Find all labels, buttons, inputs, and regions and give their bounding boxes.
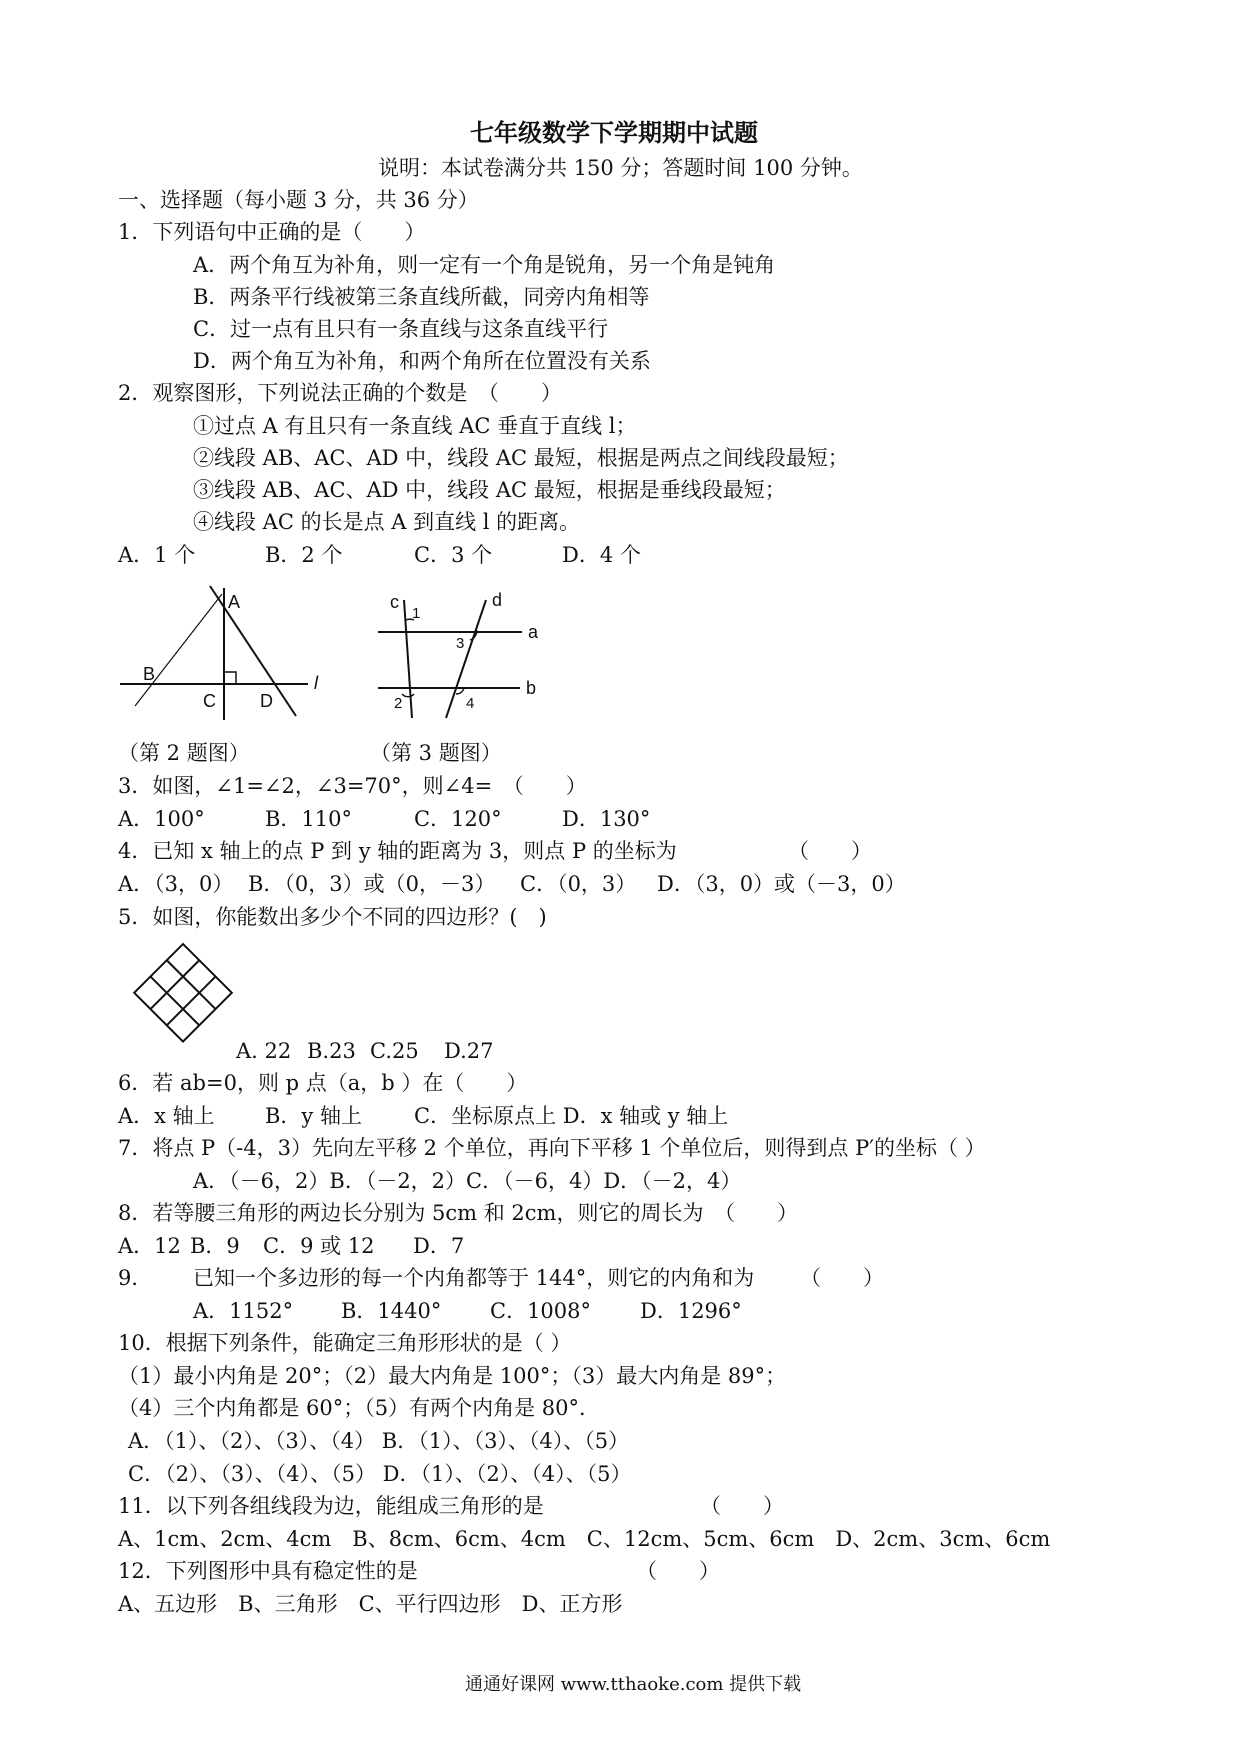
q4-option-a: A．（3，0） (118, 872, 234, 896)
q9-option-b: B．1440° (341, 1299, 442, 1323)
q2-statement-3: ③线段 AB、AC、AD 中，线段 AC 最短，根据是垂线段最短； (193, 478, 786, 502)
q12-options: A、五边形 B、三角形 C、平行四边形 D、正方形 (118, 1592, 623, 1616)
q12-stem: 12．下列图形中具有稳定性的是 (118, 1559, 418, 1583)
q4-option-c: C．（0，3） (520, 872, 637, 896)
q6-stem: 6．若 ab=0，则 p 点（a，b ）在（ ） (118, 1071, 528, 1095)
q2-option-a: A．1 个 (118, 543, 196, 567)
label-1: 1 (412, 605, 421, 622)
line-c (404, 600, 412, 718)
q2-option-d: D．4 个 (562, 543, 641, 567)
q5-option-c: C.25 (370, 1039, 419, 1063)
q1-option-d: D．两个角互为补角，和两个角所在位置没有关系 (193, 349, 651, 373)
label-b: b (526, 678, 537, 698)
q8-option-a: A．12 (118, 1234, 181, 1258)
label-d: d (492, 590, 503, 610)
q1-option-b: B．两条平行线被第三条直线所截，同旁内角相等 (193, 285, 650, 309)
figure-q2 (110, 578, 330, 738)
q2-option-c: C．3 个 (414, 543, 493, 567)
q4-stem: 4．已知 x 轴上的点 P 到 y 轴的距离为 3，则点 P 的坐标为 (118, 839, 677, 863)
q1-option-c: C．过一点有且只有一条直线与这条直线平行 (193, 317, 609, 341)
q1-option-a: A．两个角互为补角，则一定有一个角是锐角，另一个角是钝角 (193, 253, 776, 277)
grid-outline (134, 944, 232, 1042)
footer-source: 通通好课网 www.tthaoke.com 提供下载 (465, 1674, 802, 1695)
q6-option-cd: C．坐标原点上 D．x 轴或 y 轴上 (414, 1104, 729, 1128)
q2-statement-4: ④线段 AC 的长是点 A 到直线 l 的距离。 (193, 510, 581, 534)
segment-ab (135, 594, 222, 706)
q1-stem: 1．下列语句中正确的是（ ） (118, 220, 426, 244)
angle-2-arc (402, 694, 414, 697)
q2-option-b: B．2 个 (265, 543, 343, 567)
segment-ad (210, 586, 296, 716)
q11-paren: （ ） (700, 1494, 784, 1518)
q10-options-2: C．（2）、（3）、（4）、（5） D．（1）、（2）、（4）、（5） (128, 1462, 632, 1486)
exam-note: 说明：本试卷满分共 150 分；答题时间 100 分钟。 (378, 156, 863, 180)
figure-q3-caption: （第 3 题图） (370, 741, 502, 765)
figure-q5 (128, 938, 238, 1048)
q11-stem: 11．以下列各组线段为边，能组成三角形的是 (118, 1494, 544, 1518)
q9-option-c: C．1008° (490, 1299, 592, 1323)
q12-paren: （ ） (636, 1559, 720, 1583)
q8-option-d: D．7 (413, 1234, 465, 1258)
q9-option-a: A．1152° (193, 1299, 294, 1323)
figure-q3 (370, 578, 570, 738)
q3-option-c: C．120° (414, 807, 502, 831)
q9-paren: （ ） (800, 1266, 884, 1290)
q2-statement-1: ①过点 A 有且只有一条直线 AC 垂直于直线 l； (193, 414, 637, 438)
q7-options: A．（－6，2）B．（－2，2）C．（－6，4）D．（－2，4） (193, 1169, 742, 1193)
q2-stem: 2．观察图形，下列说法正确的个数是 （ ） (118, 381, 562, 405)
label-a: a (528, 622, 539, 642)
label-b: B (143, 664, 156, 684)
q10-conditions-1: （1）最小内角是 20°；（2）最大内角是 100°；（3）最大内角是 89°； (118, 1364, 787, 1388)
page-title: 七年级数学下学期期中试题 (470, 118, 758, 147)
q6-option-b: B．y 轴上 (265, 1104, 362, 1128)
q5-option-a: A. 22 (236, 1039, 292, 1063)
q3-option-a: A．100° (118, 807, 205, 831)
q3-stem: 3．如图，∠1=∠2，∠3=70°，则∠4= （ ） (118, 774, 587, 798)
q4-option-d: D．（3，0）或（－3，0） (657, 872, 906, 896)
q10-stem: 10．根据下列条件，能确定三角形形状的是（ ） (118, 1331, 572, 1355)
q4-option-b: B．（0，3）或（0，－3） (248, 872, 496, 896)
q5-option-d: D.27 (444, 1039, 494, 1063)
q9-stem: 已知一个多边形的每一个内角都等于 144°，则它的内角和为 (193, 1266, 755, 1290)
label-d: D (260, 691, 273, 711)
q2-statement-2: ②线段 AB、AC、AD 中，线段 AC 最短，根据是两点之间线段最短； (193, 446, 849, 470)
q10-conditions-2: （4）三个内角都是 60°；（5）有两个内角是 80°． (118, 1396, 601, 1420)
q8-option-c: C．9 或 12 (263, 1234, 375, 1258)
label-a: A (228, 592, 241, 612)
q11-options: A、1cm、2cm、4cm B、8cm、6cm、4cm C、12cm、5cm、6cm D、2cm、3cm、6cm (118, 1527, 1051, 1551)
q9-number: 9． (118, 1266, 153, 1290)
q7-stem: 7．将点 P（-4，3）先向左平移 2 个单位，再向下平移 1 个单位后，则得到点 P′的坐标（ ） (118, 1136, 986, 1160)
q8-stem: 8．若等腰三角形的两边长分别为 5cm 和 2cm，则它的周长为 （ ） (118, 1201, 798, 1225)
label-3: 3 (456, 635, 465, 652)
q3-option-d: D．130° (562, 807, 651, 831)
label-c: c (390, 592, 399, 612)
label-c: C (203, 691, 216, 711)
q4-paren: （ ） (788, 839, 872, 863)
q10-options-1: A．（1）、（2）、（3）、（4） B．（1）、（3）、（4）、（5） (128, 1429, 630, 1453)
q8-option-b: B．9 (190, 1234, 240, 1258)
q6-option-a: A．x 轴上 (118, 1104, 215, 1128)
figure-q2-caption: （第 2 题图） (118, 741, 250, 765)
label-2: 2 (394, 695, 403, 712)
q9-option-d: D．1296° (640, 1299, 742, 1323)
q5-stem: 5．如图，你能数出多少个不同的四边形？( ) (118, 905, 547, 929)
right-angle-mark (224, 672, 236, 684)
section-heading: 一、选择题（每小题 3 分，共 36 分） (118, 188, 479, 212)
label-4: 4 (466, 695, 475, 712)
q5-option-b: B.23 (307, 1039, 356, 1063)
q3-option-b: B．110° (265, 807, 353, 831)
label-l: l (314, 673, 318, 693)
